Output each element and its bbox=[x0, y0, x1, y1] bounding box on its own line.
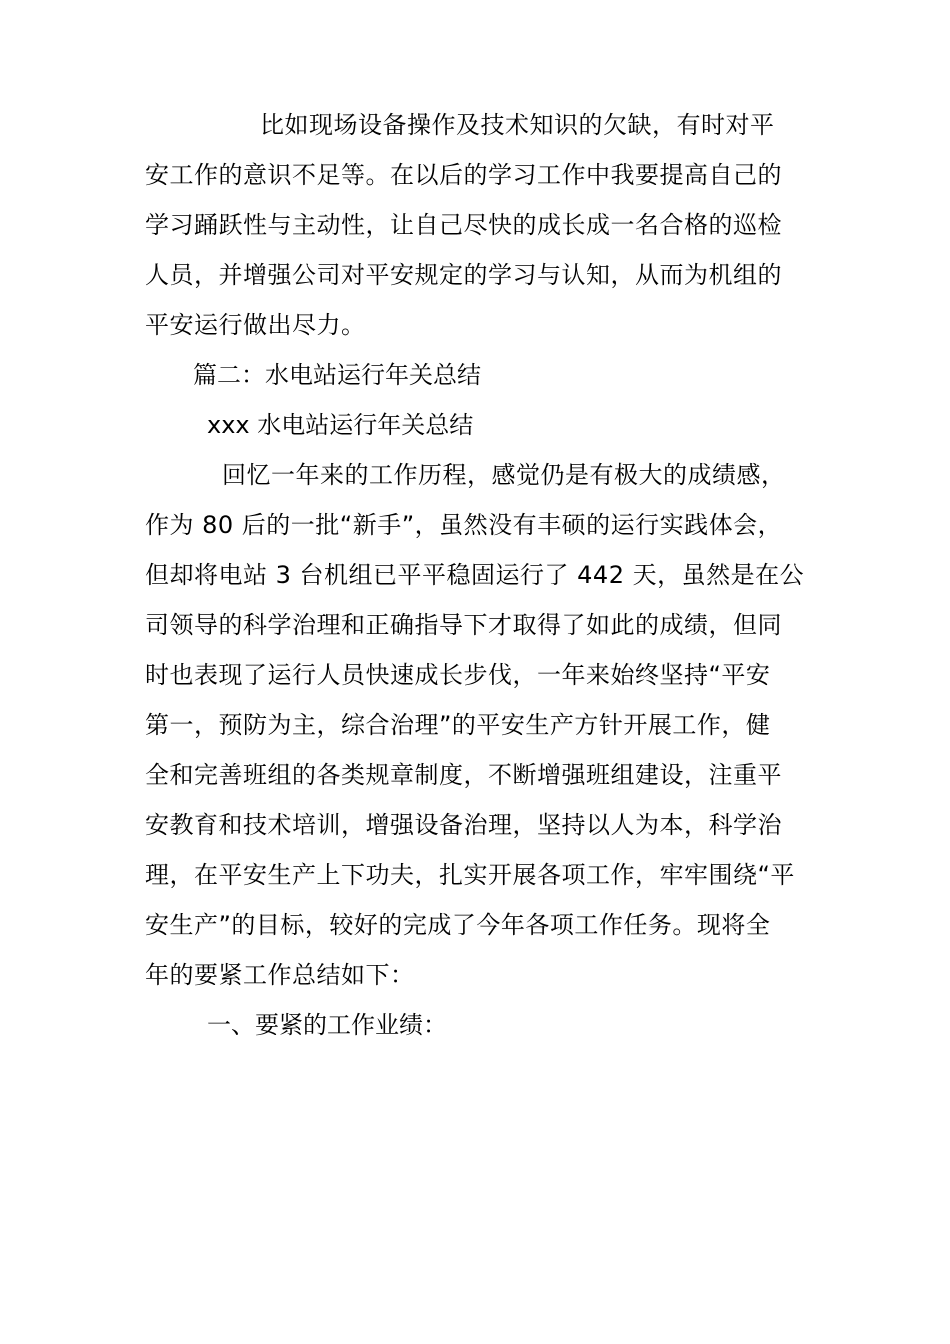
paragraph-2-line-6: 第一，预防为主，综合治理”的平安生产方针开展工作，健 bbox=[145, 711, 771, 739]
paragraph-2-line-7: 全和完善班组的各类规章制度，不断增强班组建设，注重平 bbox=[145, 761, 782, 789]
paragraph-2-line-3: 但却将电站 3 台机组已平平稳固运行了 442 天，虽然是在公 bbox=[145, 561, 805, 589]
paragraph-2-line-1: 回忆一年来的工作历程，感觉仍是有极大的成绩感， bbox=[222, 461, 786, 489]
paragraph-1 bbox=[145, 100, 810, 350]
paragraph-2-line-11: 年的要紧工作总结如下： bbox=[145, 961, 415, 989]
paragraph-2-line-8: 安教育和技术培训，增强设备治理，坚持以人为本，科学治 bbox=[145, 811, 782, 839]
section-heading: 篇二：水电站运行年关总结 bbox=[193, 361, 481, 389]
paragraph-2-line-5: 时也表现了运行人员快速成长步伐，一年来始终坚持“平安 bbox=[145, 661, 771, 689]
paragraph-1-line-2: 安工作的意识不足等。在以后的学习工作中我要提高自己的 bbox=[145, 161, 782, 189]
paragraph-1-line-5: 平安运行做出尽力。 bbox=[145, 311, 366, 339]
paragraph-2-line-10: 安生产”的目标，较好的完成了今年各项工作任务。现将全 bbox=[145, 911, 771, 939]
paragraph-2-line-2: 作为 80 后的一批“新手”，虽然没有丰硕的运行实践体会， bbox=[145, 511, 783, 539]
paragraph-1-line-3: 学习踊跃性与主动性，让自己尽快的成长成一名合格的巡检 bbox=[145, 211, 782, 239]
document-subtitle: xxx 水电站运行年关总结 bbox=[207, 411, 474, 439]
paragraph-2-line-9: 理，在平安生产上下功夫，扎实开展各项工作，牢牢围绕“平 bbox=[145, 861, 795, 889]
paragraph-2 bbox=[145, 450, 810, 1000]
paragraph-1-line-1: 比如现场设备操作及技术知识的欠缺，有时对平 bbox=[260, 111, 775, 139]
paragraph-1-line-4: 人员，并增强公司对平安规定的学习与认知，从而为机组的 bbox=[145, 261, 782, 289]
paragraph-2-line-4: 司领导的科学治理和正确指导下才取得了如此的成绩，但同 bbox=[145, 611, 782, 639]
item-heading: 一、要紧的工作业绩： bbox=[207, 1011, 447, 1039]
